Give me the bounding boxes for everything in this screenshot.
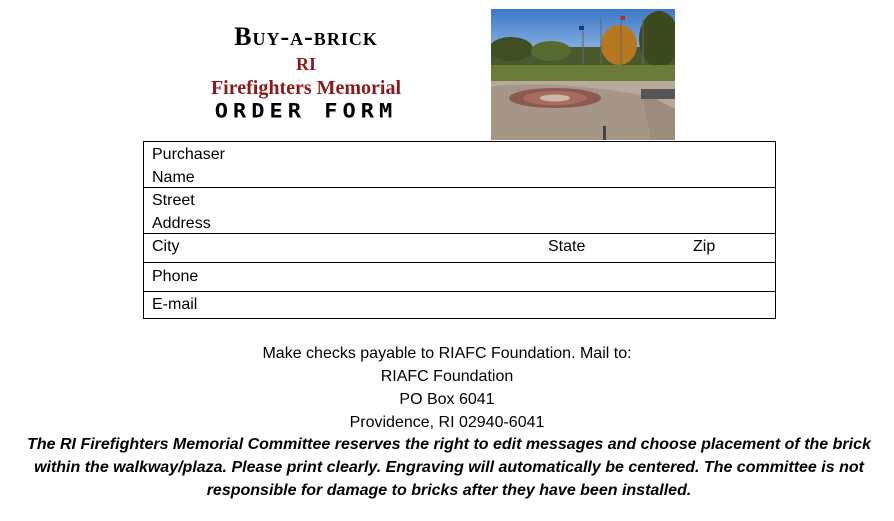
mailing-instructions [0, 342, 894, 434]
purchaser-form [143, 141, 776, 319]
disclaimer-line-1: The RI Firefighters Memorial Committee reserves the right to edit messages and choose placement of the brick [27, 436, 871, 453]
disclaimer [14, 433, 884, 502]
title-block [150, 22, 462, 124]
street-address-label-2: Address [152, 215, 211, 232]
memorial-photo-image [491, 9, 675, 140]
street-address-row[interactable] [144, 188, 775, 234]
purchaser-name-label-2: Name [152, 169, 195, 186]
disclaimer-line-2: within the walkway/plaza. Please print clearly. Engraving will automatically be centered. The committee is not [34, 459, 864, 476]
title-order-form: ORDER FORM [214, 100, 398, 123]
mailing-line-2: RIAFC Foundation [380, 368, 514, 385]
email-label: E-mail [152, 296, 198, 313]
title-buy-a-brick: Buy-a-brick [234, 22, 378, 51]
mailing-line-4: Providence, RI 02940-6041 [349, 414, 545, 431]
phone-label: Phone [152, 268, 199, 285]
zip-label: Zip [693, 238, 716, 255]
title-firefighters-memorial: Firefighters Memorial [210, 77, 402, 99]
city-state-zip-row[interactable] [144, 234, 775, 263]
memorial-photo [491, 9, 675, 140]
state-label: State [548, 238, 586, 255]
email-row[interactable] [144, 292, 775, 318]
disclaimer-line-3: responsible for damage to bricks after they have been installed. [206, 482, 692, 499]
mailing-line-1: Make checks payable to RIAFC Foundation. Mail to: [262, 345, 632, 362]
city-label: City [152, 238, 180, 255]
purchaser-name-label-1: Purchaser [152, 146, 225, 163]
phone-row[interactable] [144, 263, 775, 292]
mailing-line-3: PO Box 6041 [399, 391, 495, 408]
title-ri: RI [295, 54, 316, 74]
street-address-label-1: Street [152, 192, 195, 209]
purchaser-name-row[interactable] [144, 142, 775, 188]
